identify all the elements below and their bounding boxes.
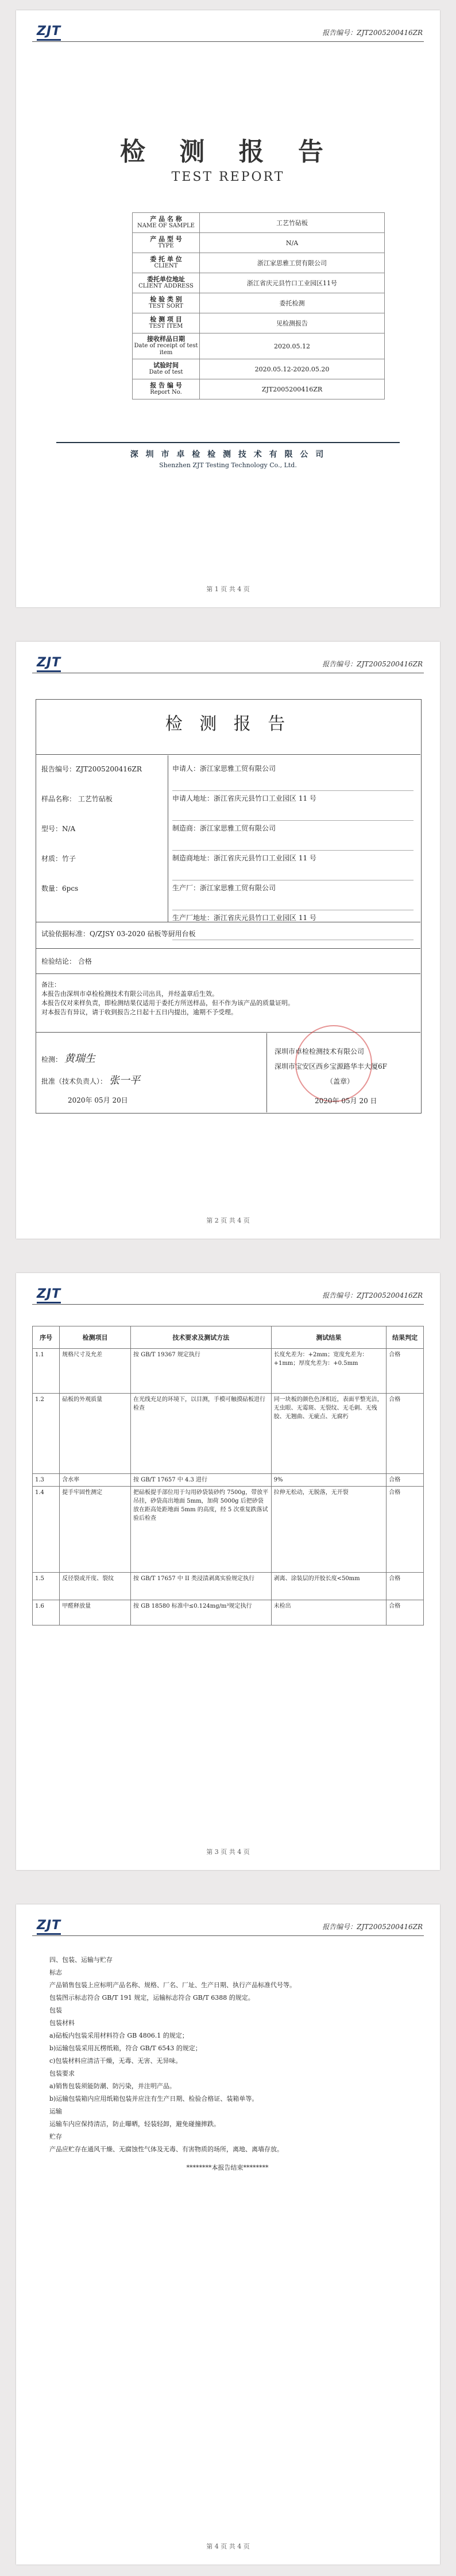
column-header: 测试结果 [271, 1326, 387, 1349]
column-header: 结果判定 [387, 1326, 424, 1349]
table-row: 1.2 砧板的外观质量 在光线充足的环境下，以目测，手模可触摸砧板进行检查 同一块板的颜色色泽相近，表面平整光洁，无虫眼、无霉斑、无裂纹、无毛刺、无残胶、无翘曲、无疵点、无腐朽 合格 [33, 1394, 424, 1474]
page-footer: 第 2 页 共 4 页 [206, 1217, 250, 1224]
applicant-info [172, 761, 414, 940]
header-divider [32, 1304, 424, 1305]
table-row: 委 托 单 位 CLIENT 浙江家思雅工贸有限公司 [133, 253, 385, 273]
test-basis: 试验依据标准：Q/ZJSY 03-2020 砧板等厨用台板 [41, 930, 196, 938]
report-number-header: 报告编号：ZJT2005200416ZR [322, 1923, 423, 1931]
header-divider [32, 41, 424, 42]
report-number-header: 报告编号：ZJT2005200416ZR [322, 660, 423, 668]
row-divider [36, 1032, 420, 1033]
column-header: 检测项目 [60, 1326, 131, 1349]
row-divider [36, 754, 420, 755]
table-row: 1.6 甲醛释放量 按 GB 18580 标准中≤0.124mg/m³规定执行 未检出 合格 [33, 1600, 424, 1625]
table-row: 检 测 项 目 TEST ITEM 见检测报告 [133, 313, 385, 333]
sample-quantity: 数量：6pcs [41, 884, 79, 893]
sample-material: 材质：竹子 [41, 855, 76, 863]
sign-date: 2020年 05月 20日 [68, 1096, 128, 1104]
applicant: 申请人：浙江家思雅工贸有限公司 [172, 761, 414, 791]
table-row: 1.5 反径裂或开度、裂纹 按 GB/T 17657 中 II 类浸渍剥离实验规定执行 剥离、涂装层的开胶长度<50mm 合格 [33, 1573, 424, 1600]
stamp-label: （盖章） [326, 1077, 354, 1085]
company-logo: ZJT [37, 24, 61, 41]
company-logo: ZJT [37, 655, 61, 672]
test-conclusion: 检验结论： 合格 [41, 957, 92, 965]
table-row: 1.3 含水率 按 GB/T 17657 中 4.3 进行 9% 合格 [33, 1474, 424, 1487]
table-row: 报 告 编 号 Report No. ZJT2005200416ZR [133, 379, 385, 399]
lab-name-en: Shenzhen ZJT Testing Technology Co., Ltd. [159, 461, 297, 469]
report-end: ********本报告结束******** [186, 2164, 269, 2171]
page-footer: 第 3 页 共 4 页 [206, 1848, 250, 1856]
handwritten-signature: 黄瑞生 [64, 1053, 95, 1065]
page-title: 检 测 报 告 [120, 137, 336, 166]
manufacturer-address: 制造商地址：浙江省庆元县竹口工业园区 11 号 [172, 851, 414, 880]
column-header: 技术要求及测试方法 [131, 1326, 272, 1349]
handwritten-signature: 张一平 [109, 1074, 140, 1087]
column-header: 序号 [33, 1326, 60, 1349]
header-divider [32, 1935, 424, 1936]
page-subtitle: TEST REPORT [171, 170, 285, 184]
table-row: 产 品 名 称 NAME OF SAMPLE 工艺竹砧板 [133, 213, 385, 233]
report-number-header: 报告编号：ZJT2005200416ZR [322, 29, 423, 37]
table-row: 1.4 提手牢固性测定 把砧板提手部位用于勾用砂袋装砂约 7500g，带放平吊挂，砂袋高出地面 5mm，加荷 5000g 后把砂袋放在距高处距地面 5mm 的高度，经 5 次重复跌落试验后检查 拉伸无松动，无脱落，无开裂 合格 [33, 1487, 424, 1573]
report-title: 检 测 报 告 [165, 714, 291, 734]
remarks: 备注： 本报告由深圳市卓检检测技术有限公司出具，并经盖章后生效。 本报告仅对来样负责，即检测结果仅适用于委托方所送样品，但不作为该产品的质量证明。 对本报告有异议，请于收到报告之日起十五日内提出，逾期不予受理。 [41, 981, 294, 1016]
row-divider [36, 948, 420, 949]
sample-info [41, 765, 142, 914]
approver-signature: 批准（技术负责人）： 张一平 [41, 1074, 140, 1087]
tester-signature: 检测： 黄瑞生 [41, 1053, 95, 1065]
packaging-section: 四、包装、运输与贮存 标志 产品销售包装上应标明产品名称、规格、厂名、厂址、生产日期、执行产品标准代号等。 包装图示标志符合 GB/T 191 规定，运输标志符合 GB/T 6388 的规定。 包装 包装材料 a)砧板内包装采用材料符合 GB 4806.1 的规定； b)运输包装采用瓦楞纸箱，符合 GB/T 6543 的规定； c)包装材料应清洁干燥，无毒、无害、无异味。 包装要求 a)销售包装须能防潮、防污染，并注明产品。 b)运输包装箱内应用纸箱包装并应注有生产日期、检验合格证、装箱单等。 运输 运输车内应保持清洁，防止曝晒，轻装轻卸，避免碰撞摔跌。 贮存 产品应贮存在通风干燥、无腐蚀性气体及无毒、有害物质的场所，离地、离墙存放。 ********本报告结束******** [49, 1954, 405, 2174]
manufacturer: 制造商：浙江家思雅工贸有限公司 [172, 821, 414, 851]
page-3 [16, 1273, 440, 1870]
table-row: 委托单位地址 CLIENT ADDRESS 浙江省庆元县竹口工业园区11号 [133, 273, 385, 293]
lab-divider [56, 442, 400, 443]
table-row: 检 验 类 别 TEST SORT 委托检测 [133, 293, 385, 313]
column-divider [266, 1033, 267, 1112]
page-1 [16, 10, 440, 607]
results-table [32, 1326, 424, 1625]
report-number: 报告编号：ZJT2005200416ZR [41, 765, 142, 773]
factory-address: 生产厂地址：浙江省庆元县竹口工业园区 11 号 [172, 910, 414, 940]
row-divider [36, 973, 420, 974]
company-logo: ZJT [37, 1287, 61, 1303]
page-2 [16, 642, 440, 1239]
cover-info-table [132, 212, 385, 399]
sample-name: 样品名称： 工艺竹砧板 [41, 795, 113, 803]
company-name: 深圳市卓检检测技术有限公司 [275, 1048, 365, 1056]
page-footer: 第 4 页 共 4 页 [206, 2543, 250, 2550]
page-footer: 第 1 页 共 4 页 [206, 585, 250, 593]
company-address: 深圳市宝安区西乡宝源路华丰大厦6F [275, 1062, 387, 1070]
table-row: 产 品 型 号 TYPE N/A [133, 233, 385, 253]
factory: 生产厂：浙江家思雅工贸有限公司 [172, 880, 414, 910]
company-logo: ZJT [37, 1918, 61, 1935]
applicant-address: 申请人地址：浙江省庆元县竹口工业园区 11 号 [172, 791, 414, 821]
page-4 [16, 1904, 440, 2565]
report-number-header: 报告编号：ZJT2005200416ZR [322, 1291, 423, 1299]
sample-model: 型号：N/A [41, 825, 76, 833]
table-row: 1.1 规格尺寸及允差 按 GB/T 19367 规定执行 长度允差为：+2mm；宽度允差为：+1mm；厚度允差为：+0.5mm 合格 [33, 1349, 424, 1394]
table-row: 接收样品日期 Date of receipt of test item 2020.05.12 [133, 333, 385, 359]
table-row: 试验时间 Date of test 2020.05.12-2020.05.20 [133, 359, 385, 379]
lab-name: 深 圳 市 卓 检 检 测 技 术 有 限 公 司 [130, 450, 326, 459]
section-heading: 四、包装、运输与贮存 [49, 1956, 113, 1964]
issue-date: 2020年 05月 20 日 [315, 1097, 377, 1105]
